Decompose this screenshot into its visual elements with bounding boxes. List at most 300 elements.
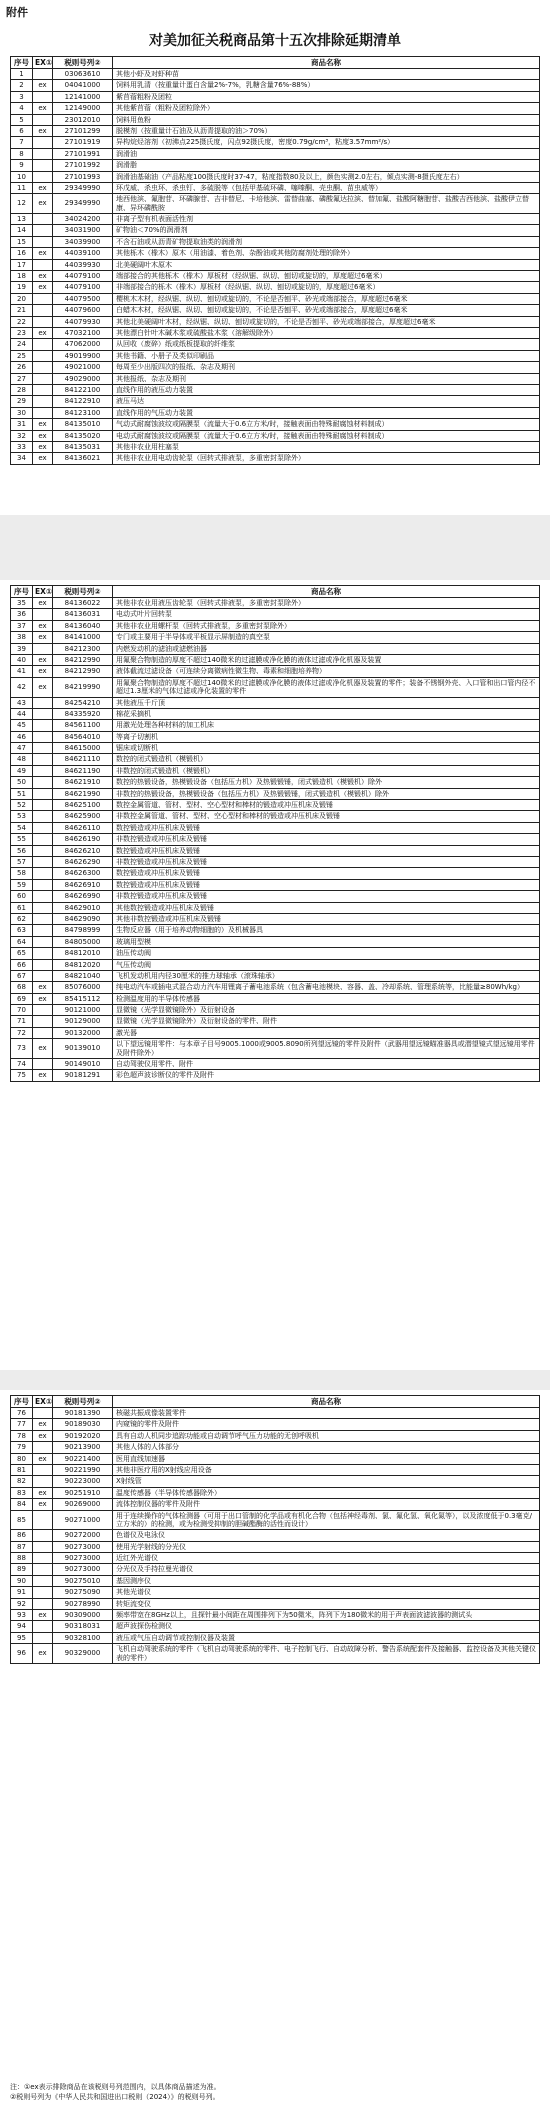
cell-serial: 31 [11, 419, 33, 430]
cell-product-name: 非数控的热锻设备，热模锻设备（包括压力机）及热锻锻锤，闭式锻造机（模锻机）除外 [113, 788, 540, 799]
col-header-product-name: 商品名称 [113, 586, 540, 598]
cell-product-name: 其他紫苜蓿（粗粉及团粒除外） [113, 103, 540, 114]
table-row [11, 1499, 540, 1510]
cell-ex [33, 1587, 53, 1598]
cell-ex: ex [33, 982, 53, 993]
cell-ex [33, 1564, 53, 1575]
cell-ex [33, 959, 53, 970]
col-header-serial: 序号 [11, 57, 33, 69]
table-row [11, 396, 540, 407]
cell-serial: 39 [11, 643, 33, 654]
cell-tariff-code: 84135010 [53, 419, 113, 430]
table-row [11, 982, 540, 993]
cell-tariff-code: 84821040 [53, 970, 113, 981]
table-row [11, 1598, 540, 1609]
cell-tariff-code: 84626190 [53, 834, 113, 845]
cell-serial: 53 [11, 811, 33, 822]
cell-serial: 77 [11, 1419, 33, 1430]
cell-serial: 57 [11, 856, 33, 867]
cell-tariff-code: 84219990 [53, 677, 113, 697]
cell-product-name: 用激光处理各种材料的加工机床 [113, 720, 540, 731]
cell-ex [33, 1059, 53, 1070]
cell-serial: 96 [11, 1644, 33, 1664]
cell-product-name: 其他非农业用螺杆泵（回转式排液泵，多重密封泵除外） [113, 620, 540, 631]
table-row [11, 293, 540, 304]
cell-tariff-code: 44079500 [53, 293, 113, 304]
cell-serial: 65 [11, 948, 33, 959]
col-header-product-name: 商品名称 [113, 57, 540, 69]
cell-ex [33, 1621, 53, 1632]
col-header-serial: 序号 [11, 1396, 33, 1408]
cell-tariff-code: 12141000 [53, 91, 113, 102]
cell-ex: ex [33, 1499, 53, 1510]
cell-serial: 45 [11, 720, 33, 731]
table-row [11, 788, 540, 799]
cell-ex: ex [33, 271, 53, 282]
cell-ex [33, 609, 53, 620]
cell-serial: 40 [11, 654, 33, 665]
cell-serial: 20 [11, 293, 33, 304]
cell-tariff-code: 84625900 [53, 811, 113, 822]
cell-product-name: 樱桃木木材，经纵锯、纵切、刨切或旋切的，不论是否刨平、砂光或端部接合，厚度超过6毫米 [113, 293, 540, 304]
cell-serial: 75 [11, 1070, 33, 1081]
cell-product-name: 数控的闭式锻造机（模锻机） [113, 754, 540, 765]
table-row [11, 384, 540, 395]
cell-tariff-code: 90223000 [53, 1476, 113, 1487]
cell-product-name: 其他报纸、杂志及期刊 [113, 373, 540, 384]
cell-ex [33, 69, 53, 80]
cell-product-name: 其他非农业用电动齿轮泵（回转式排液泵，多重密封泵除外） [113, 453, 540, 464]
table-row [11, 936, 540, 947]
cell-tariff-code: 84626290 [53, 856, 113, 867]
cell-product-name: 分光仪及手持拉曼光谱仪 [113, 1564, 540, 1575]
table-row [11, 1027, 540, 1038]
cell-ex [33, 373, 53, 384]
cell-serial: 25 [11, 350, 33, 361]
cell-ex: ex [33, 1070, 53, 1081]
page-title: 对美加征关税商品第十五次排除延期清单 [149, 33, 401, 49]
cell-serial: 90 [11, 1575, 33, 1586]
cell-product-name: 饲料用鱼粉 [113, 114, 540, 125]
cell-serial: 67 [11, 970, 33, 981]
cell-tariff-code: 84335920 [53, 708, 113, 719]
table-row [11, 970, 540, 981]
cell-product-name: 非数控锻造或冲压机床及锻锤 [113, 856, 540, 867]
cell-product-name: 直线作用的液压动力装置 [113, 384, 540, 395]
cell-ex: ex [33, 677, 53, 697]
cell-ex [33, 1442, 53, 1453]
cell-ex [33, 316, 53, 327]
table-row [11, 720, 540, 731]
cell-serial: 14 [11, 225, 33, 236]
cell-tariff-code: 90192020 [53, 1430, 113, 1441]
table-row [11, 114, 540, 125]
cell-ex [33, 396, 53, 407]
cell-ex [33, 811, 53, 822]
cell-product-name: 核磁共振成像装置零件 [113, 1408, 540, 1419]
table-row [11, 316, 540, 327]
cell-product-name: 飞机自动驾驶系统的零件（飞机自动驾驶系统的零件、电子控制飞行、自动故障分析、警告系统配套件及接触器、监控设备及其他关键仪表的零件） [113, 1644, 540, 1664]
cell-serial: 46 [11, 731, 33, 742]
cell-tariff-code: 84621990 [53, 788, 113, 799]
cell-product-name: 具有自动人机同步追踪功能或自动调节呼气压力功能的无创呼吸机 [113, 1430, 540, 1441]
cell-serial: 6 [11, 125, 33, 136]
cell-ex: ex [33, 453, 53, 464]
col-header-ex: EX① [33, 586, 53, 598]
cell-ex [33, 777, 53, 788]
cell-ex: ex [33, 248, 53, 259]
col-header-tariff-code: 税则号列② [53, 1396, 113, 1408]
cell-product-name: 其他栎木（橡木）原木（用油漆、着色剂、杂酚油或其他防腐剂处理的除外） [113, 248, 540, 259]
cell-product-name: 检测温度用的半导体传感器 [113, 993, 540, 1004]
cell-tariff-code: 84212990 [53, 666, 113, 677]
cell-serial: 76 [11, 1408, 33, 1419]
cell-ex [33, 913, 53, 924]
cell-serial: 82 [11, 1476, 33, 1487]
cell-product-name: 内窥镜的零件及附件 [113, 1419, 540, 1430]
cell-product-name: 其他非农业用液压齿轮泵（回转式排液泵，多重密封泵除外） [113, 598, 540, 609]
cell-ex [33, 788, 53, 799]
cell-product-name: 飞机发动机用内径30厘米的推力球轴承（滚珠轴承） [113, 970, 540, 981]
cell-ex [33, 384, 53, 395]
cell-serial: 43 [11, 697, 33, 708]
cell-tariff-code: 90318031 [53, 1621, 113, 1632]
footnote-tariff: ②税则号列为《中华人民共和国进出口税则（2024）》的税则号列。 [10, 2092, 220, 2101]
cell-serial: 51 [11, 788, 33, 799]
table-row [11, 948, 540, 959]
page-gap [0, 515, 550, 580]
cell-tariff-code: 84621910 [53, 777, 113, 788]
cell-tariff-code: 49029000 [53, 373, 113, 384]
table-row [11, 891, 540, 902]
cell-ex [33, 800, 53, 811]
cell-tariff-code: 90221990 [53, 1464, 113, 1475]
cell-tariff-code: 90275090 [53, 1587, 113, 1598]
cell-product-name: 润滑油基础油（产品粘度100摄氏度时37-47，粘度指数80及以上，颜色实测2.0左右，倾点实测-8摄氏度左右） [113, 171, 540, 182]
cell-serial: 17 [11, 259, 33, 270]
cell-ex [33, 970, 53, 981]
cell-ex: ex [33, 1430, 53, 1441]
table-row [11, 708, 540, 719]
table-row [11, 1419, 540, 1430]
cell-serial: 5 [11, 114, 33, 125]
table-row [11, 754, 540, 765]
cell-product-name: 气动式耐腐蚀波纹或隔膜泵（流量大于0.6立方米/时，接触表面由特殊耐腐蚀材料制成） [113, 419, 540, 430]
cell-ex [33, 1016, 53, 1027]
page-gap [0, 1370, 550, 1390]
cell-tariff-code: 84122910 [53, 396, 113, 407]
cell-serial: 33 [11, 441, 33, 452]
cell-ex [33, 879, 53, 890]
cell-ex: ex [33, 327, 53, 338]
cell-product-name: 端部接合的其他栎木（橡木）厚板材（经纵锯、纵切、刨切或旋切的，厚度超过6毫米） [113, 271, 540, 282]
cell-tariff-code: 44079100 [53, 271, 113, 282]
cell-ex: ex [33, 80, 53, 91]
cell-ex [33, 697, 53, 708]
cell-product-name: 数控锻造或冲压机床及锻锤 [113, 845, 540, 856]
cell-serial: 66 [11, 959, 33, 970]
cell-product-name: 非端部接合的栎木（橡木）厚板材（经纵锯、纵切、刨切或旋切的，厚度超过6毫米） [113, 282, 540, 293]
table-row [11, 160, 540, 171]
cell-serial: 38 [11, 632, 33, 643]
cell-ex [33, 936, 53, 947]
cell-ex: ex [33, 441, 53, 452]
cell-serial: 69 [11, 993, 33, 1004]
cell-ex [33, 845, 53, 856]
cell-product-name: 温度传感器（半导体传感器除外） [113, 1487, 540, 1498]
cell-tariff-code: 84123100 [53, 407, 113, 418]
cell-tariff-code: 90251910 [53, 1487, 113, 1498]
cell-tariff-code: 90213900 [53, 1442, 113, 1453]
cell-product-name: 不含石油或从沥青矿物提取油类的润滑剂 [113, 236, 540, 247]
table-row [11, 103, 540, 114]
table-row [11, 1610, 540, 1621]
cell-tariff-code: 27101993 [53, 171, 113, 182]
cell-tariff-code: 90129000 [53, 1016, 113, 1027]
cell-serial: 70 [11, 1005, 33, 1016]
cell-ex [33, 350, 53, 361]
cell-ex [33, 731, 53, 742]
cell-ex: ex [33, 1419, 53, 1430]
cell-product-name: 激光器 [113, 1027, 540, 1038]
table-row [11, 259, 540, 270]
cell-serial: 81 [11, 1464, 33, 1475]
cell-serial: 63 [11, 925, 33, 936]
table-row [11, 925, 540, 936]
cell-tariff-code: 84626110 [53, 822, 113, 833]
cell-tariff-code: 84136031 [53, 609, 113, 620]
cell-serial: 2 [11, 80, 33, 91]
cell-product-name: 润滑脂 [113, 160, 540, 171]
table-row [11, 1530, 540, 1541]
cell-tariff-code: 27101991 [53, 148, 113, 159]
cell-product-name: 其他非数控锻造或冲压机床及锻锤 [113, 913, 540, 924]
cell-serial: 68 [11, 982, 33, 993]
cell-product-name: 润滑油 [113, 148, 540, 159]
table-row [11, 1442, 540, 1453]
table-row [11, 171, 540, 182]
table-row [11, 643, 540, 654]
table-row [11, 902, 540, 913]
table-row [11, 811, 540, 822]
table-row [11, 1059, 540, 1070]
cell-tariff-code: 90278990 [53, 1598, 113, 1609]
cell-serial: 80 [11, 1453, 33, 1464]
cell-tariff-code: 84135020 [53, 430, 113, 441]
cell-ex [33, 856, 53, 867]
cell-serial: 28 [11, 384, 33, 395]
table-row [11, 834, 540, 845]
col-header-tariff-code: 税则号列② [53, 57, 113, 69]
cell-ex [33, 720, 53, 731]
cell-serial: 29 [11, 396, 33, 407]
col-header-serial: 序号 [11, 586, 33, 598]
cell-tariff-code: 34039900 [53, 236, 113, 247]
cell-ex: ex [33, 282, 53, 293]
cell-product-name: 数控锻造或冲压机床及锻锤 [113, 879, 540, 890]
cell-serial: 93 [11, 1610, 33, 1621]
table-row [11, 1587, 540, 1598]
cell-ex [33, 754, 53, 765]
cell-product-name: 白蜡木木材，经纵锯、纵切、刨切或旋切的，不论是否刨平、砂光或端部接合，厚度超过6毫米 [113, 305, 540, 316]
cell-ex: ex [33, 125, 53, 136]
cell-ex [33, 225, 53, 236]
cell-ex [33, 868, 53, 879]
cell-tariff-code: 84625100 [53, 800, 113, 811]
cell-product-name: 液压马达 [113, 396, 540, 407]
cell-serial: 83 [11, 1487, 33, 1498]
table-row [11, 609, 540, 620]
table-row [11, 1575, 540, 1586]
cell-serial: 21 [11, 305, 33, 316]
cell-ex [33, 902, 53, 913]
cell-product-name: 非数控金属管道、管材、型材、空心型材和棒材的锻造或冲压机床及锻锤 [113, 811, 540, 822]
cell-product-name: 其他光谱仪 [113, 1587, 540, 1598]
cell-serial: 19 [11, 282, 33, 293]
cell-tariff-code: 90272000 [53, 1530, 113, 1541]
cell-product-name: 纯电动汽车或插电式混合动力汽车用锂离子蓄电池系统（包含蓄电池模块、容器、盖、冷却系统、管理系统等，比能量≥80Wh/kg） [113, 982, 540, 993]
table-row [11, 419, 540, 430]
cell-tariff-code: 44079600 [53, 305, 113, 316]
cell-tariff-code: 84812010 [53, 948, 113, 959]
cell-ex [33, 1575, 53, 1586]
table-row [11, 125, 540, 136]
cell-serial: 47 [11, 743, 33, 754]
cell-ex: ex [33, 654, 53, 665]
cell-serial: 30 [11, 407, 33, 418]
cell-product-name: 地西他滨、氟胞苷、环磷腺苷、吉非替尼、卡培他滨、雷替曲塞、磷酸氟达拉滨、替加氟、盐酸阿糖胞苷、盐酸吉西他滨、盐酸伊立替康、异环磷酰胺 [113, 194, 540, 214]
cell-product-name: 用氟聚合物制造的厚度不超过140微米的过滤膜或净化膜的液体过滤或净化机器及装置 [113, 654, 540, 665]
cell-product-name: 其他液压千斤顶 [113, 697, 540, 708]
cell-ex: ex [33, 182, 53, 193]
cell-ex: ex [33, 103, 53, 114]
cell-serial: 9 [11, 160, 33, 171]
cell-tariff-code: 85415112 [53, 993, 113, 1004]
cell-serial: 52 [11, 800, 33, 811]
table-row [11, 1016, 540, 1027]
cell-serial: 24 [11, 339, 33, 350]
cell-serial: 22 [11, 316, 33, 327]
cell-product-name: 锯床或切断机 [113, 743, 540, 754]
table-row [11, 1408, 540, 1419]
table-row [11, 697, 540, 708]
cell-product-name: 饲料用乳清（按重量计蛋白含量2%-7%，乳糖含量76%-88%） [113, 80, 540, 91]
cell-serial: 74 [11, 1059, 33, 1070]
cell-tariff-code: 90273000 [53, 1541, 113, 1552]
cell-ex [33, 148, 53, 159]
cell-product-name: 使用光学射线的分光仪 [113, 1541, 540, 1552]
cell-tariff-code: 84626910 [53, 879, 113, 890]
table-row [11, 959, 540, 970]
cell-serial: 8 [11, 148, 33, 159]
cell-product-name: 紫苜蓿粗粉及团粒 [113, 91, 540, 102]
cell-product-name: 其他非农业用柱塞泵 [113, 441, 540, 452]
cell-tariff-code: 12149000 [53, 103, 113, 114]
cell-serial: 60 [11, 891, 33, 902]
cell-product-name: 显微镜（光学显微镜除外）及衍射设备的零件、附件 [113, 1016, 540, 1027]
table-row [11, 845, 540, 856]
cell-tariff-code: 90181390 [53, 1408, 113, 1419]
cell-serial: 41 [11, 666, 33, 677]
table-row [11, 1621, 540, 1632]
col-header-ex: EX① [33, 1396, 53, 1408]
cell-product-name: 脱模剂（按重量计石油及从沥青提取的油＞70%） [113, 125, 540, 136]
cell-serial: 91 [11, 1587, 33, 1598]
cell-tariff-code: 90139010 [53, 1039, 113, 1059]
cell-ex [33, 171, 53, 182]
table-row [11, 1541, 540, 1552]
table-row [11, 1553, 540, 1564]
cell-tariff-code: 90273000 [53, 1553, 113, 1564]
cell-ex [33, 362, 53, 373]
cell-product-name: 彩色超声波诊断仪的零件及附件 [113, 1070, 540, 1081]
table-row [11, 856, 540, 867]
table-row [11, 1070, 540, 1081]
cell-ex: ex [33, 1644, 53, 1664]
cell-serial: 36 [11, 609, 33, 620]
cell-product-name: 气压传动阀 [113, 959, 540, 970]
cell-tariff-code: 03063610 [53, 69, 113, 80]
cell-product-name: 电动式耐腐蚀波纹或隔膜泵（流量大于0.6立方米/时，接触表面由特殊耐腐蚀材料制成） [113, 430, 540, 441]
cell-ex [33, 1027, 53, 1038]
cell-ex [33, 160, 53, 171]
table-row [11, 453, 540, 464]
table-row [11, 80, 540, 91]
cell-serial: 27 [11, 373, 33, 384]
cell-serial: 85 [11, 1510, 33, 1530]
cell-serial: 61 [11, 902, 33, 913]
cell-tariff-code: 84141000 [53, 632, 113, 643]
cell-ex [33, 114, 53, 125]
cell-serial: 44 [11, 708, 33, 719]
cell-tariff-code: 84626300 [53, 868, 113, 879]
cell-ex [33, 137, 53, 148]
cell-tariff-code: 84212300 [53, 643, 113, 654]
exclusion-table-page-1 [10, 56, 540, 465]
cell-serial: 89 [11, 1564, 33, 1575]
cell-serial: 54 [11, 822, 33, 833]
cell-serial: 18 [11, 271, 33, 282]
cell-tariff-code: 47062000 [53, 339, 113, 350]
cell-product-name: 北美硬阔叶木原木 [113, 259, 540, 270]
cell-serial: 72 [11, 1027, 33, 1038]
cell-ex [33, 1632, 53, 1643]
cell-product-name: 环戊威、杀虫环、杀虫钉、多硫脱等（包括甲基硫环磷、噻嗪酮、壳虫酮、苗虫威等） [113, 182, 540, 193]
cell-product-name: 流体控制仪器的零件及附件 [113, 1499, 540, 1510]
cell-serial: 13 [11, 214, 33, 225]
cell-ex [33, 1598, 53, 1609]
table-row [11, 182, 540, 193]
table-row [11, 1632, 540, 1643]
cell-product-name: 棉花采摘机 [113, 708, 540, 719]
cell-product-name: 玻璃用型模 [113, 936, 540, 947]
cell-serial: 42 [11, 677, 33, 697]
cell-tariff-code: 84564010 [53, 731, 113, 742]
cell-tariff-code: 84629090 [53, 913, 113, 924]
cell-ex [33, 1553, 53, 1564]
cell-product-name: 其他非医疗用的X射线应用设备 [113, 1464, 540, 1475]
table-row [11, 194, 540, 214]
table-row [11, 305, 540, 316]
cell-serial: 88 [11, 1553, 33, 1564]
cell-tariff-code: 27101919 [53, 137, 113, 148]
table-row [11, 993, 540, 1004]
cell-serial: 71 [11, 1016, 33, 1027]
table-row [11, 137, 540, 148]
cell-tariff-code: 84621110 [53, 754, 113, 765]
cell-tariff-code: 90132000 [53, 1027, 113, 1038]
cell-serial: 34 [11, 453, 33, 464]
